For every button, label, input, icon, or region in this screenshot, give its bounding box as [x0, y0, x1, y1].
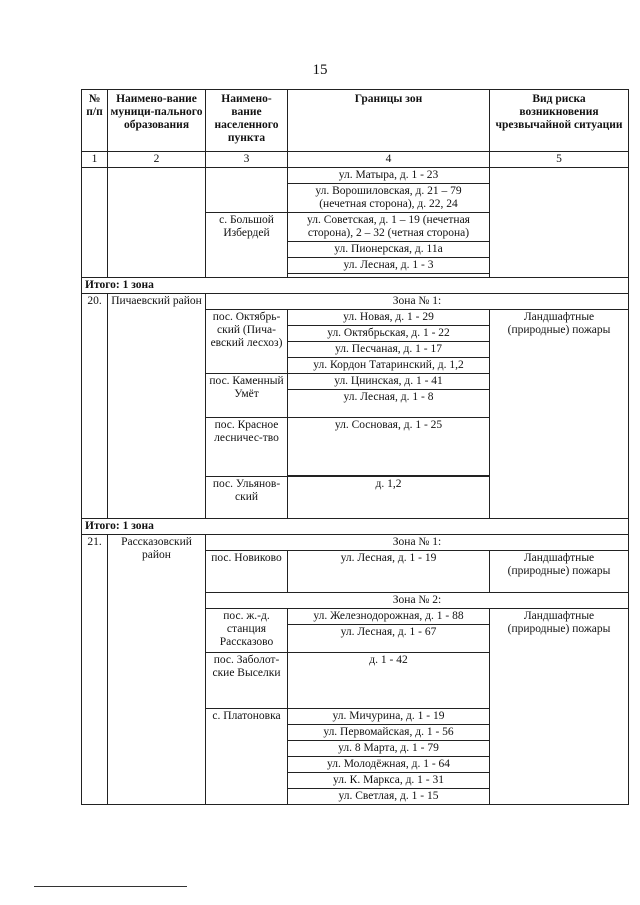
border-cell: ул. Мичурина, д. 1 - 19: [288, 709, 490, 725]
border-cell: ул. Лесная, д. 1 - 3: [288, 258, 490, 274]
border-cell: ул. Первомайская, д. 1 - 56: [288, 725, 490, 741]
settlement-name: пос. Ульянов-ский: [206, 477, 288, 519]
column-number-4: 4: [288, 152, 490, 168]
cell-empty: [206, 168, 288, 213]
settlement-name: пос. Каменный Умёт: [206, 374, 288, 418]
page-number: 15: [312, 62, 328, 78]
border-cell: ул. К. Маркса, д. 1 - 31: [288, 773, 490, 789]
column-number-2: 2: [108, 152, 206, 168]
border-cell: д. 1,2: [288, 477, 490, 519]
border-cell: ул. Молодёжная, д. 1 - 64: [288, 757, 490, 773]
risk-type: Ландшафтные (природные) пожары: [490, 609, 629, 805]
settlement-name: пос. Новиково: [206, 551, 288, 593]
column-number-3: 3: [206, 152, 288, 168]
zone-title: Зона № 1:: [206, 294, 629, 310]
cell-empty: [82, 168, 108, 278]
settlement-name: с. Платоновка: [206, 709, 288, 805]
municipality-name: Рассказовский район: [108, 535, 206, 805]
row-number: 20.: [82, 294, 108, 519]
column-number-1: 1: [82, 152, 108, 168]
total-row: Итого: 1 зона: [82, 519, 629, 535]
border-cell: ул. Светлая, д. 1 - 15: [288, 789, 490, 805]
border-cell: ул. Песчаная, д. 1 - 17: [288, 342, 490, 358]
border-cell: ул. Лесная, д. 1 - 19: [288, 551, 490, 593]
border-cell: ул. Советская, д. 1 – 19 (нечетная сторона), 2 – 32 (четная сторона): [288, 213, 490, 242]
risk-type: Ландшафтные (природные) пожары: [490, 551, 629, 593]
zone-title: Зона № 2:: [206, 593, 629, 609]
settlement-name: пос. Заболот-ские Выселки: [206, 653, 288, 709]
total-row: Итого: 1 зона: [82, 278, 629, 294]
border-cell: ул. Ворошиловская, д. 21 – 79 (нечетная сторона), д. 22, 24: [288, 184, 490, 213]
border-cell: ул. Новая, д. 1 - 29: [288, 310, 490, 326]
border-cell: ул. Октябрьская, д. 1 - 22: [288, 326, 490, 342]
border-cell: ул. Цнинская, д. 1 - 41: [288, 374, 490, 390]
risk-type: Ландшафтные (природные) пожары: [490, 310, 629, 519]
cell-empty: [490, 168, 629, 278]
border-cell: ул. Железнодорожная, д. 1 - 88: [288, 609, 490, 625]
municipality-name: Пичаевский район: [108, 294, 206, 519]
settlement-name: пос. Красное лесничес-тво: [206, 418, 288, 477]
border-cell: ул. 8 Марта, д. 1 - 79: [288, 741, 490, 757]
footer-rule: [34, 886, 187, 887]
cell-empty: [108, 168, 206, 278]
border-cell: ул. Лесная, д. 1 - 8: [288, 390, 490, 418]
header-no: № п/п: [82, 90, 108, 152]
header-settlement: Наимено-вание населенного пункта: [206, 90, 288, 152]
zones-table: [81, 89, 629, 805]
border-cell: ул. Сосновая, д. 1 - 25: [288, 418, 490, 476]
settlement-name: с. Большой Избердей: [206, 213, 288, 278]
header-municipality: Наимено-вание муници-пального образования: [108, 90, 206, 152]
border-cell: д. 1 - 42: [288, 653, 490, 709]
border-cell: ул. Лесная, д. 1 - 67: [288, 625, 490, 653]
settlement-name: пос. Октябрь-ский (Пича-евский лесхоз): [206, 310, 288, 374]
header-borders: Границы зон: [288, 90, 490, 152]
header-risk: Вид риска возникновения чрезвычайной ситуации: [490, 90, 629, 152]
column-number-5: 5: [490, 152, 629, 168]
zone-title: Зона № 1:: [206, 535, 629, 551]
row-number: 21.: [82, 535, 108, 805]
border-cell: ул. Пионерская, д. 11а: [288, 242, 490, 258]
border-cell: ул. Матыра, д. 1 - 23: [288, 168, 490, 184]
settlement-name: пос. ж.-д. станция Рассказово: [206, 609, 288, 653]
border-cell: ул. Кордон Татаринский, д. 1,2: [288, 358, 490, 374]
